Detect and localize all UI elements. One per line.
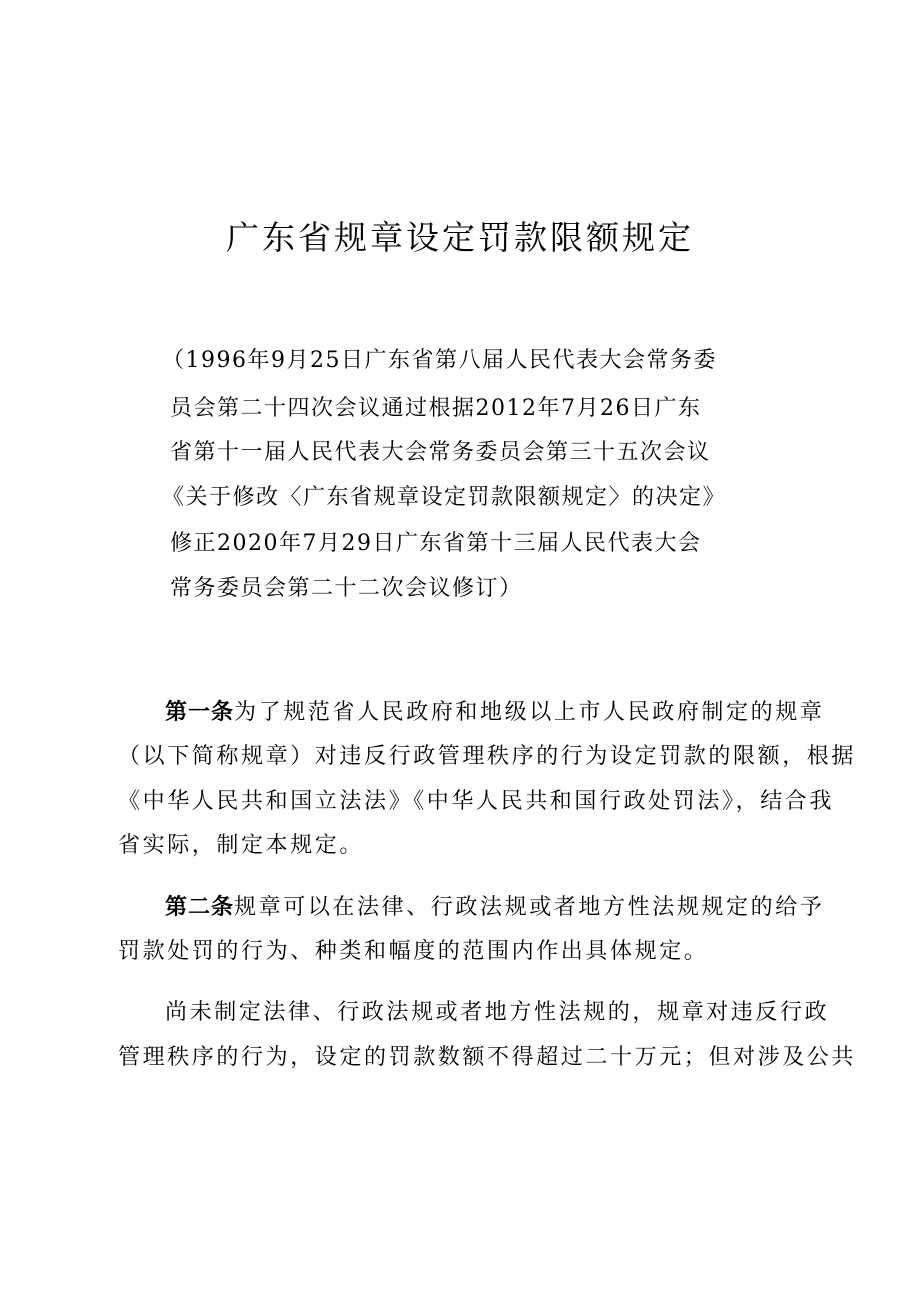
preamble-line: 修正2020年7月29日广东省第十三届人民代表大会 — [170, 531, 702, 556]
article-2-heading: 第二条 — [165, 894, 235, 920]
article-2-paragraph-line: 管理秩序的行为，设定的罚款数额不得超过二十万元；但对涉及公共 — [118, 1045, 857, 1070]
preamble-line: 省第十一届人民代表大会常务委员会第三十五次会议 — [170, 440, 711, 465]
preamble-line: 《关于修改〈广东省规章设定罚款限额规定〉的决定》 — [162, 485, 727, 510]
preamble-line: 员会第二十四次会议通过根据2012年7月26日广东 — [170, 396, 702, 421]
article-1-line: （以下简称规章）对违反行政管理秩序的行为设定罚款的限额，根据 — [118, 744, 857, 769]
article-2-paragraph-line: 尚未制定法律、行政法规或者地方性法规的，规章对违反行政 — [165, 1000, 830, 1025]
preamble-line: 常务委员会第二十二次会议修订） — [170, 576, 523, 601]
article-1-heading: 第一条 — [165, 699, 235, 725]
article-2-line: 罚款处罚的行为、种类和幅度的范围内作出具体规定。 — [118, 939, 709, 964]
article-1-line: 《中华人民共和国立法法》《中华人民共和国行政处罚法》，结合我 — [118, 789, 835, 814]
document-title: 广东省规章设定罚款限额规定 — [226, 218, 694, 257]
article-2-text: 规章可以在法律、行政法规或者地方性法规规定的给予 — [234, 895, 825, 920]
article-1-line — [165, 696, 824, 729]
article-1-text: 为了规范省人民政府和地级以上市人民政府制定的规章 — [234, 700, 825, 725]
article-2-line — [165, 891, 824, 924]
article-1-line: 省实际，制定本规定。 — [118, 833, 365, 858]
preamble-line: （1996年9月25日广东省第八届人民代表大会常务委 — [162, 348, 717, 373]
